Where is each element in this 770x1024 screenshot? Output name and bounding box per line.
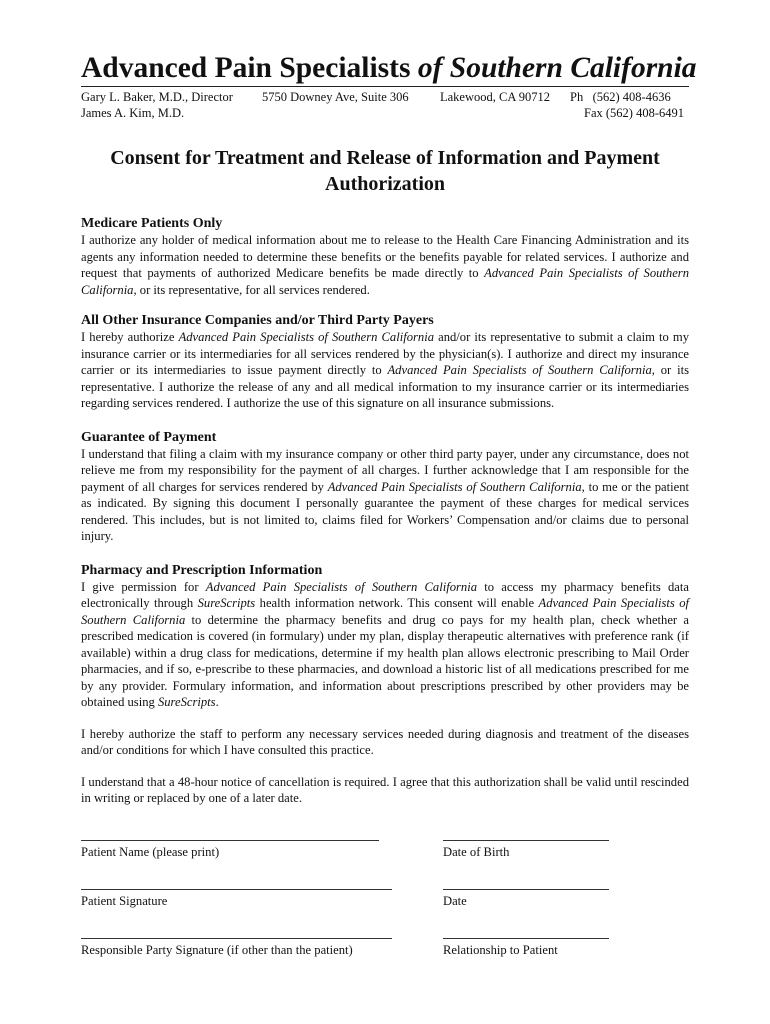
section-insurance — [81, 312, 689, 412]
director-name: Gary L. Baker, M.D., Director — [81, 90, 233, 104]
section-body — [81, 329, 689, 412]
practice-title — [81, 52, 697, 87]
text-run: health information network. This consent will enable — [255, 596, 539, 610]
practice-name-ref: Advanced Pain Specialists of Southern California — [327, 479, 582, 494]
patient-name-line[interactable] — [81, 840, 379, 841]
section-heading: Medicare Patients Only — [81, 216, 223, 231]
surescripts-ref: SureScripts — [157, 695, 216, 709]
section-medicare — [81, 215, 689, 298]
text-run: I give permission for — [81, 579, 206, 594]
text-run: I understand that filing a claim with my insurance company or other third party payer, under any circumstance, does not relieve me from my responsibility for the payment of all charges. I further acknowledge that I am responsible for the payment of all charges for services rendered by — [81, 446, 689, 494]
relationship-line[interactable] — [443, 938, 609, 939]
city-address: Lakewood, CA 90712 — [440, 90, 551, 104]
section-body — [81, 579, 689, 711]
text-run: and/or its representative to submit a claim to my insurance carrier or its intermediaries for all services rendered by the physician(s). I authorize and direct my insurance carrier or its intermediaries to issue payment directly to — [81, 330, 689, 377]
text-run: to determine the pharmacy benefits and drug co pays for my health plan, check whether a prescribed medication is covered (in formulary) under my plan, display therapeutic alternatives with preference rank (if available) within a drug class for medications, determine if my health plan allows electronic prescribing to Mail Order pharmacies, and if so, e-prescribe to these pharmacies, and download a historic list of all medications prescribed for me by any provider. Formulary information, and information about prescriptions prescribed by other providers may be obtained using — [81, 612, 689, 709]
practice-name-italic: of Southern California — [417, 52, 697, 84]
practice-name-ref: Advanced Pain Specialists of Southern California — [387, 363, 652, 377]
section-heading: Pharmacy and Prescription Information — [81, 562, 323, 578]
responsible-party-line[interactable] — [81, 938, 392, 939]
dob-line[interactable] — [443, 840, 609, 841]
section-guarantee — [81, 429, 689, 545]
consent-document — [81, 52, 697, 807]
patient-name-label: Patient Name (please print) — [81, 845, 220, 859]
section-heading: Guarantee of Payment — [81, 429, 217, 445]
date-label: Date — [443, 894, 467, 908]
document-title: Consent for Treatment and Release of Information and Payment Authorization — [110, 147, 660, 195]
practice-name-ref: Advanced Pain Specialists of Southern California — [81, 596, 689, 627]
date-line[interactable] — [443, 889, 609, 890]
doctor-name: James A. Kim, M.D. — [81, 106, 185, 120]
practice-name-ref: Advanced Pain Specialists of Southern California — [178, 330, 435, 344]
phone-number: Ph (562) 408-4636 — [570, 90, 671, 104]
contact-block — [81, 90, 689, 122]
relationship-label: Relationship to Patient — [443, 943, 558, 957]
responsible-party-label: Responsible Party Signature (if other than the patient) — [81, 943, 353, 957]
practice-name-ref: Advanced Pain Specialists of Southern California — [81, 266, 689, 297]
dob-label: Date of Birth — [443, 845, 510, 859]
fax-number: Fax (562) 408-6491 — [584, 106, 684, 120]
practice-name-ref: Advanced Pain Specialists of Southern California — [205, 579, 478, 594]
cancellation-paragraph: I understand that a 48-hour notice of cancellation is required. I agree that this authorization shall be valid until rescinded in writing or replaced by one of a later date. — [81, 774, 689, 805]
practice-name-main: Advanced Pain Specialists — [81, 52, 411, 84]
surescripts-ref: SureScripts — [197, 596, 256, 610]
text-run: , or its representative, for all services rendered. — [133, 282, 370, 297]
section-pharmacy — [81, 562, 689, 711]
text-run: I authorize any holder of medical information about me to release to the Health Care Financing Administration and its agents any information needed to determine these benefits or the benefits payable for related services. I authorize and request that payments of authorized Medicare benefits be made directly to — [81, 233, 689, 280]
section-body — [81, 232, 689, 298]
patient-signature-line[interactable] — [81, 889, 392, 890]
text-run: , to me or the patient as indicated. By signing this document I personally guarantee the payment of these charges for medical services rendered. This includes, but is not limited to, claims filed for Workers’ Compensation and/or claims due to personal injury. — [81, 479, 689, 543]
street-address: 5750 Downey Ave, Suite 306 — [262, 90, 409, 104]
text-run: I hereby authorize — [81, 330, 179, 344]
section-heading: All Other Insurance Companies and/or Third Party Payers — [81, 313, 434, 328]
section-body — [81, 446, 689, 545]
text-run: , or its representative. I authorize the release of any and all medical information to my insurance carrier or its intermediaries regarding services rendered. I authorize the use of this signature on all insurance submissions. — [81, 363, 689, 410]
authorize-staff-paragraph: I hereby authorize the staff to perform any necessary services needed during diagnosis and treatment of the diseases and/or conditions for which I have consulted this practice. — [81, 726, 689, 757]
text-run: to access my pharmacy benefits data electronically through — [81, 579, 689, 610]
text-run: . — [215, 695, 219, 709]
patient-signature-label: Patient Signature — [81, 894, 168, 908]
